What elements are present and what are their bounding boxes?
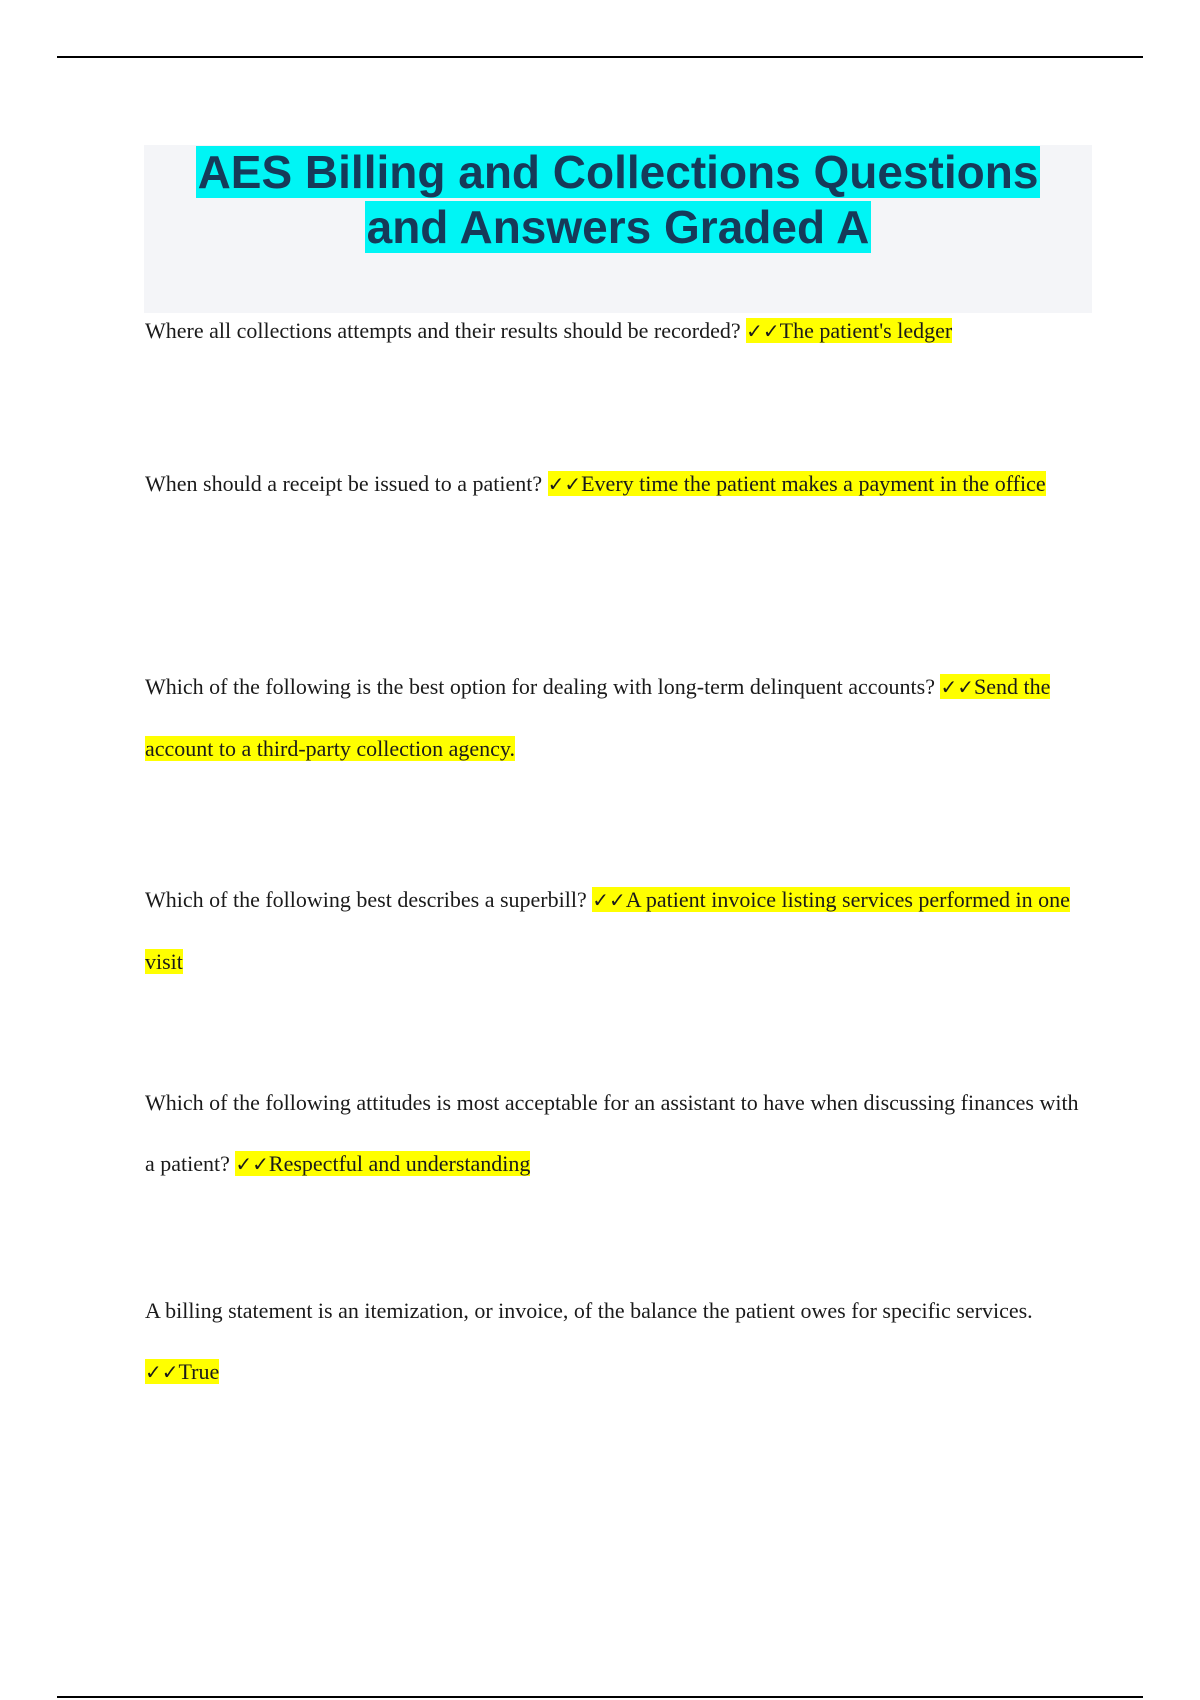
qa-item-3 — [145, 656, 1085, 779]
question-text: Where all collections attempts and their results should be recorded? — [145, 318, 741, 343]
bottom-rule — [57, 1696, 1143, 1698]
qa-item-5 — [145, 1072, 1085, 1195]
answer-text: The patient's ledger — [779, 318, 953, 343]
double-check-icon: ✓✓ — [746, 319, 780, 343]
title-band — [144, 145, 1092, 313]
question-text: Which of the following is the best option for dealing with long-term delinquent accounts? — [145, 674, 935, 699]
answer-text: True — [178, 1359, 220, 1384]
qa-item-2 — [145, 453, 1085, 515]
answer-highlight — [235, 1151, 530, 1176]
document-title — [144, 145, 1092, 255]
answer-text: Every time the patient makes a payment in the office — [581, 471, 1046, 496]
answer-text: Respectful and understanding — [268, 1151, 531, 1176]
question-text: Which of the following best describes a superbill? — [145, 887, 587, 912]
question-text: A billing statement is an itemization, or invoice, of the balance the patient owes for specific services. — [145, 1298, 1033, 1323]
answer-text: A patient invoice listing services performed in one visit — [145, 887, 1070, 974]
double-check-icon: ✓✓ — [547, 472, 582, 496]
double-check-icon: ✓✓ — [235, 1152, 269, 1176]
top-rule — [57, 56, 1143, 58]
title-line-2: and Answers Graded A — [366, 201, 870, 253]
answer-highlight — [746, 318, 952, 343]
question-text: When should a receipt be issued to a patient? — [145, 471, 543, 496]
qa-item-1 — [145, 300, 1085, 362]
double-check-icon: ✓✓ — [940, 675, 974, 699]
double-check-icon: ✓✓ — [592, 888, 626, 912]
double-check-icon: ✓✓ — [145, 1360, 179, 1384]
qa-item-6 — [145, 1280, 1085, 1403]
qa-item-4 — [145, 869, 1085, 992]
answer-highlight — [145, 1359, 219, 1384]
title-line-1: AES Billing and Collections Questions — [197, 146, 1039, 198]
question-text: Which of the following attitudes is most acceptable for an assistant to have when discussing finances with a patient? — [145, 1090, 1079, 1176]
answer-text: Send the account to a third-party collection agency. — [145, 674, 1051, 761]
answer-highlight — [548, 471, 1046, 496]
